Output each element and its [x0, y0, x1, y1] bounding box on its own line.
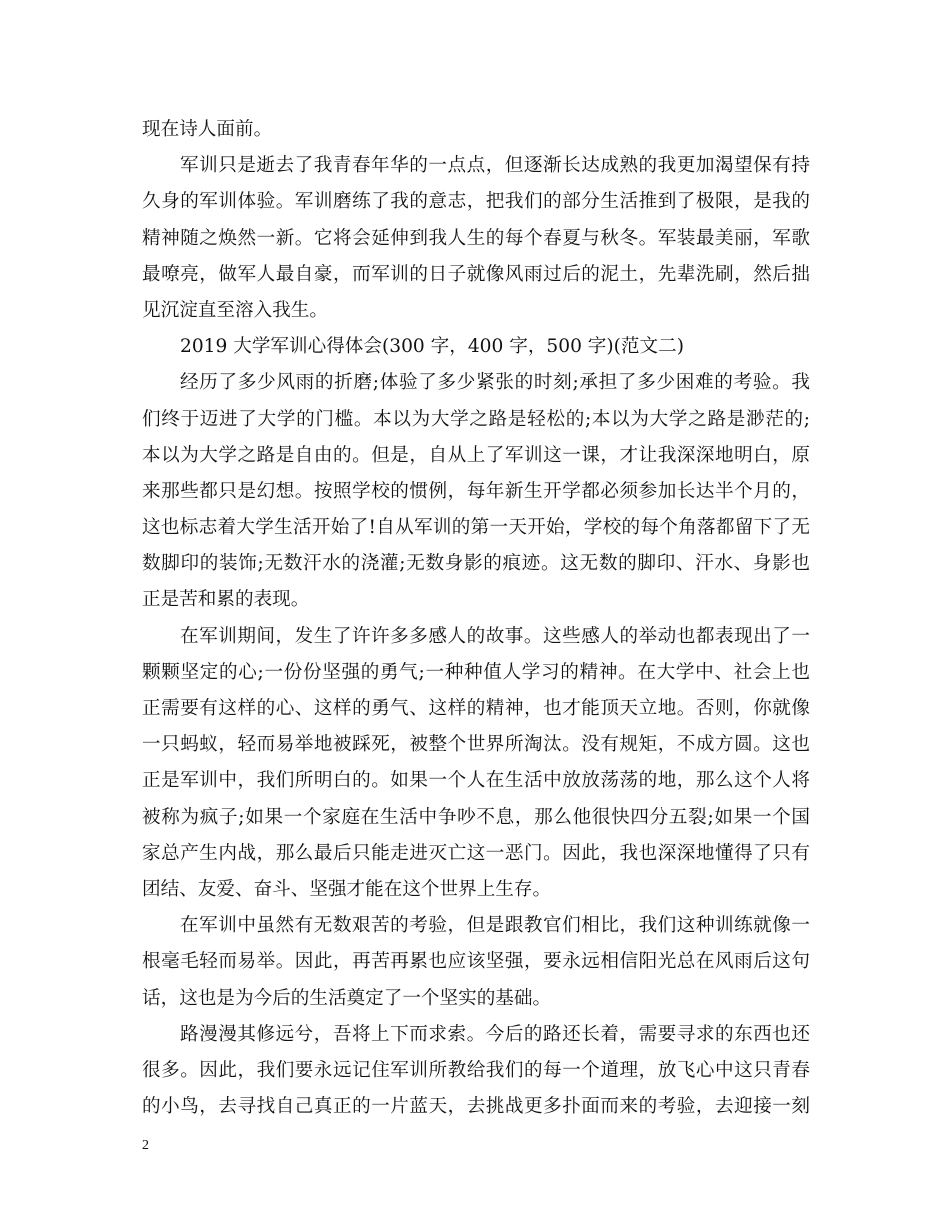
- text-line: 根毫毛轻而易举。因此，再苦再累也应该坚强，要永远相信阳光总在风雨后这句: [142, 951, 810, 973]
- text-line: 被称为疯子;如果一个家庭在生活中争吵不息，那么他很快四分五裂;如果一个国: [142, 806, 810, 828]
- text-line: 们终于迈进了大学的门槛。本以为大学之路是轻松的;本以为大学之路是渺茫的;: [142, 408, 810, 430]
- text-line: 经历了多少风雨的折磨;体验了多少紧张的时刻;承担了多少困难的考验。我: [180, 372, 810, 394]
- text-line: 颗颗坚定的心;一份份坚强的勇气;一种种值人学习的精神。在大学中、社会上也: [142, 661, 810, 683]
- text-line: 话，这也是为今后的生活奠定了一个坚实的基础。: [142, 987, 552, 1009]
- text-line: 久身的军训体验。军训磨练了我的意志，把我们的部分生活推到了极限，是我的: [142, 191, 810, 213]
- text-line: 家总产生内战，那么最后只能走进灭亡这一恶门。因此，我也深深地懂得了只有: [142, 842, 810, 864]
- text-line: 的小鸟，去寻找自己真正的一片蓝天，去挑战更多扑面而来的考验，去迎接一刻: [142, 1096, 810, 1118]
- text-line: 在军训期间，发生了许许多多感人的故事。这些感人的举动也都表现出了一: [180, 625, 810, 647]
- text-line: 正需要有这样的心、这样的勇气、这样的精神，也才能顶天立地。否则，你就像: [142, 698, 810, 719]
- text-line: 很多。因此，我们要永远记住军训所教给我们的每一个道理，放飞心中这只青春: [142, 1059, 810, 1081]
- text-line: 来那些都只是幻想。按照学校的惯例，每年新生开学都必须参加长达半个月的，: [142, 480, 810, 502]
- text-line: 最嘹亮，做军人最自豪，而军训的日子就像风雨过后的泥土，先辈洗刷，然后拙: [142, 263, 810, 285]
- text-line: 一只蚂蚁，轻而易举地被踩死，被整个世界所淘汰。没有规矩，不成方圆。这也: [142, 734, 810, 756]
- text-line: 2019 大学军训心得体会(300 字，400 字，500 字)(范文二): [180, 336, 684, 358]
- text-line: 见沉淀直至溶入我生。: [142, 299, 328, 321]
- page-number: 2: [142, 1138, 149, 1153]
- body-text: [142, 112, 810, 1125]
- text-line: 数脚印的装饰;无数汗水的浇灌;无数身影的痕迹。这无数的脚印、汗水、身影也: [142, 553, 810, 575]
- text-line: 团结、友爱、奋斗、坚强才能在这个世界上生存。: [142, 878, 552, 900]
- text-line: 精神随之焕然一新。它将会延伸到我人生的每个春夏与秋冬。军装最美丽，军歌: [142, 227, 810, 249]
- text-line: 这也标志着大学生活开始了!自从军训的第一天开始，学校的每个角落都留下了无: [142, 517, 810, 539]
- text-line: 路漫漫其修远兮，吾将上下而求索。今后的路还长着，需要寻求的东西也还: [180, 1023, 810, 1045]
- text-line: 在军训中虽然有无数艰苦的考验，但是跟教官们相比，我们这种训练就像一: [180, 915, 810, 937]
- text-line: 正是军训中，我们所明白的。如果一个人在生活中放放荡荡的地，那么这个人将: [142, 770, 810, 792]
- text-line: 本以为大学之路是自由的。但是，自从上了军训这一课，才让我深深地明白，原: [142, 444, 810, 466]
- text-line: 现在诗人面前。: [142, 119, 273, 140]
- text-line: 正是苦和累的表现。: [142, 589, 310, 611]
- text-line: 军训只是逝去了我青春年华的一点点，但逐渐长达成熟的我更加渴望保有持: [180, 155, 810, 177]
